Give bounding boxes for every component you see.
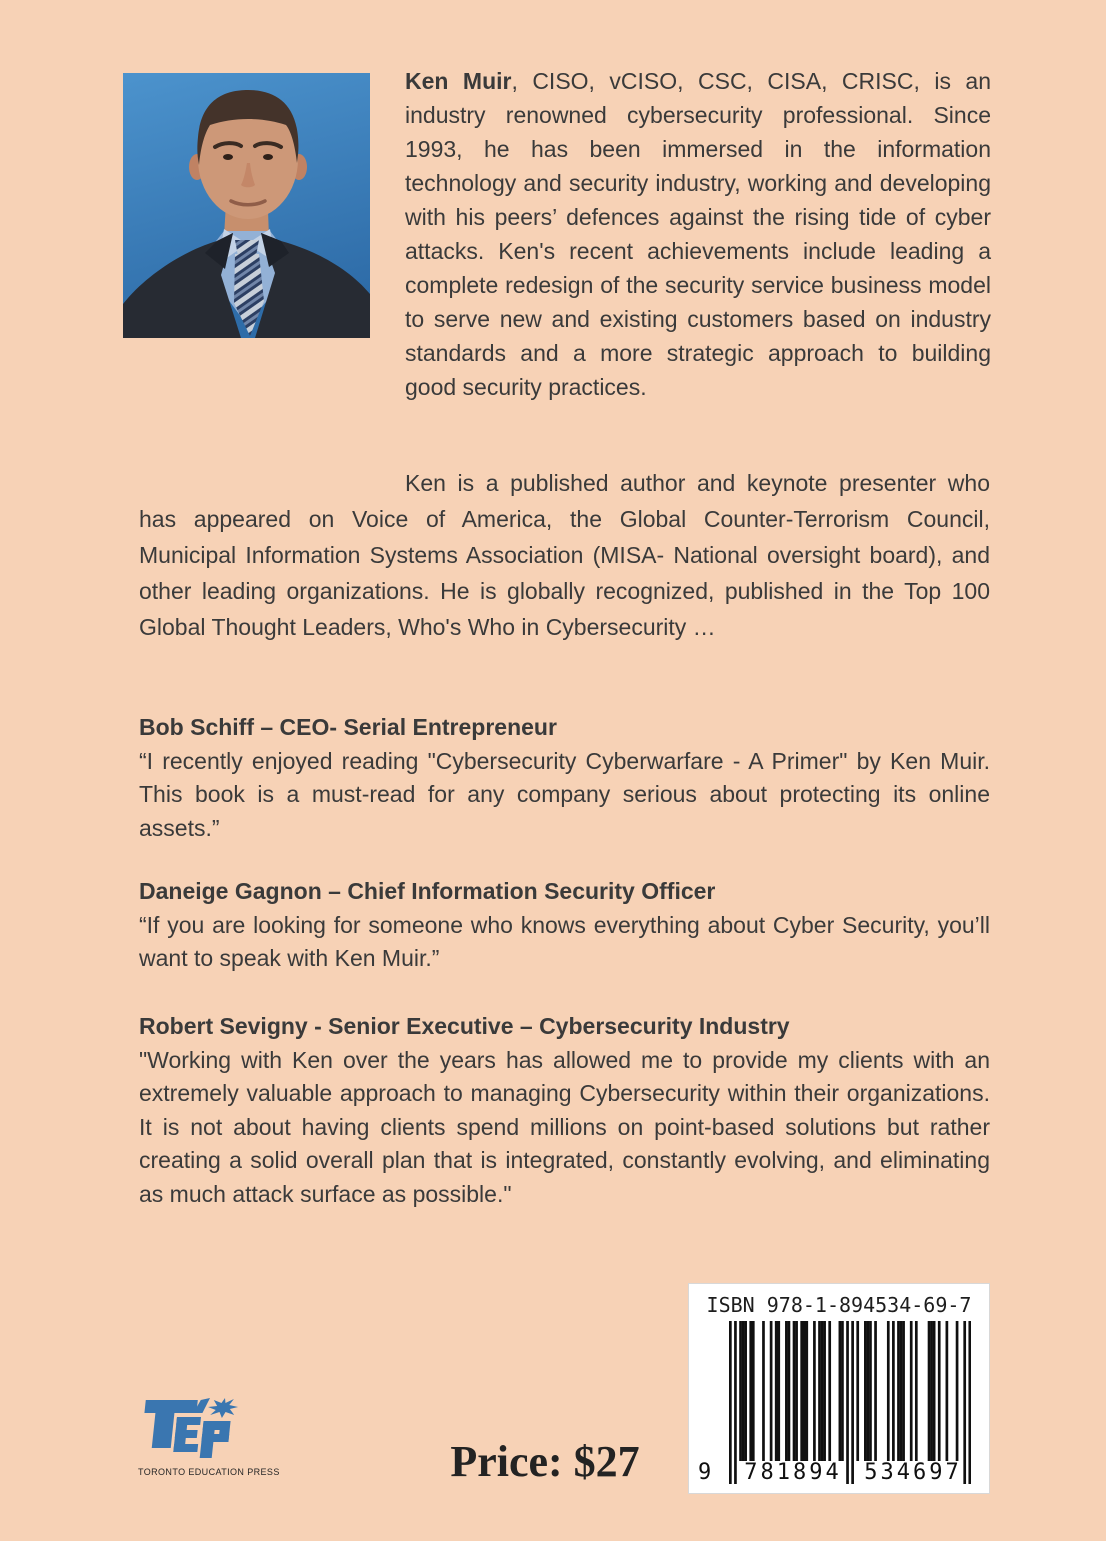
author-credentials-paragraph: Ken is a published author and keynote presenter who has appeared on Voice of America, the Global Counter-Terrorism Council, Municipal Information Systems Association (MISA- National oversight board), and other leading organizations. He is globally recognized, published in the Top 100 Global Thought Leaders, Who's Who in Cybersecurity … [139, 470, 990, 640]
testimonial-attribution: Daneige Gagnon – Chief Information Security Officer [139, 878, 716, 904]
author-photo [123, 73, 370, 338]
testimonial-bob-schiff [139, 711, 990, 845]
publisher-logo-block [138, 1396, 280, 1477]
testimonial-attribution: Robert Sevigny - Senior Executive – Cybersecurity Industry [139, 1013, 790, 1039]
testimonial-attribution: Bob Schiff – CEO- Serial Entrepreneur [139, 714, 557, 740]
isbn-barcode [688, 1283, 990, 1494]
publisher-name: TORONTO EDUCATION PRESS [138, 1467, 280, 1477]
author-bio-paragraph [405, 64, 991, 404]
barcode-digit-group: 534697 [864, 1460, 962, 1485]
price-label: Price: $27 [450, 1437, 640, 1486]
author-portrait-illustration [123, 73, 370, 338]
author-name: Ken Muir [405, 68, 512, 94]
author-bio-text: , CISO, vCISO, CSC, CISA, CRISC, is an industry renowned cybersecurity professional. Since 1993, he has been immersed in the information technology and security industry, working and developing with his peers’ defences against the rising tide of cyber attacks. Ken's recent achievements include leading a complete redesign of the security service business model to serve new and existing customers based on industry standards and a more strategic approach to building good security practices. [405, 68, 992, 400]
isbn-number: ISBN 978-1-894534-69-7 [706, 1293, 972, 1317]
barcode-digit-group: 781894 [744, 1460, 842, 1485]
tep-logo [138, 1396, 250, 1464]
testimonial-quote: “I recently enjoyed reading "Cybersecurity Cyberwarfare - A Primer" by Ken Muir. This book is a must-read for any company serious about protecting its online assets.” [139, 747, 990, 841]
testimonial-daneige-gagnon [139, 875, 990, 976]
testimonial-robert-sevigny [139, 1010, 990, 1211]
barcode-digit-group: 9 [698, 1460, 712, 1485]
testimonial-quote: "Working with Ken over the years has allowed me to provide my clients with an extremely valuable approach to managing Cybersecurity within their organizations. It is not about having clients spend millions on point-based solutions but rather creating a solid overall plan that is integrated, constantly evolving, and eliminating as much attack surface as possible." [139, 1046, 990, 1207]
testimonial-quote: “If you are looking for someone who knows everything about Cyber Security, you’ll want to speak with Ken Muir.” [139, 911, 990, 971]
